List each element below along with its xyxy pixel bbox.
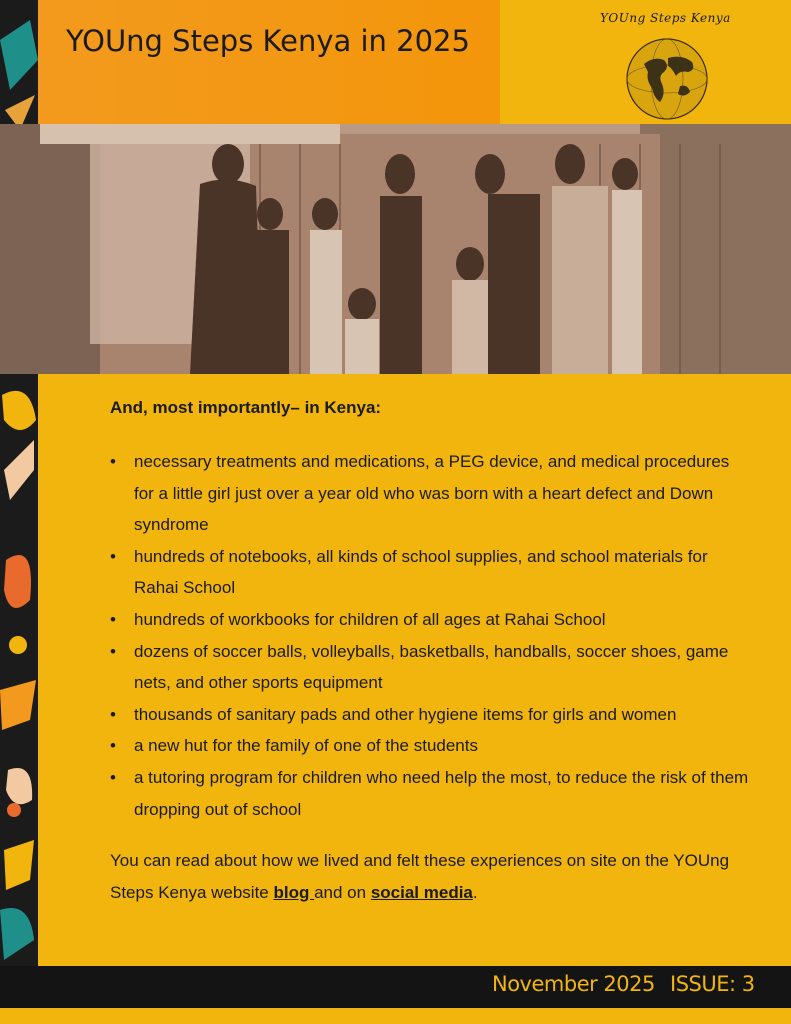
logo-area (500, 0, 791, 124)
bullet-icon: • (110, 609, 116, 629)
list-item: • hundreds of notebooks, all kinds of school supplies, and school materials for Rahai School (110, 541, 750, 604)
bullet-icon: • (110, 767, 116, 787)
list-item: • a new hut for the family of one of the students (110, 730, 750, 762)
issue-number: ISSUE: 3 (670, 972, 755, 996)
bullet-icon: • (110, 704, 116, 724)
closing-paragraph (110, 845, 750, 908)
bottom-band (0, 1008, 791, 1024)
list-item: • thousands of sanitary pads and other hygiene items for girls and women (110, 699, 750, 731)
title-banner (38, 0, 500, 124)
footer-bar (0, 966, 791, 1008)
closing-text: You can read about how we lived and felt these experiences on site on the YOUng Steps Kenya website (110, 851, 730, 902)
list-item: • hundreds of workbooks for children of all ages at Rahai School (110, 604, 750, 636)
bullet-icon: • (110, 736, 116, 756)
page-title: YOUng Steps Kenya in 2025 (66, 24, 470, 58)
bullet-icon: • (110, 641, 116, 661)
bullet-icon: • (110, 546, 116, 566)
main-content (110, 392, 750, 908)
social-media-link[interactable]: social media (370, 882, 473, 902)
list-item: • necessary treatments and medications, a PEG device, and medical procedures for a little girl just over a year old who was born with a heart defect and Down syndrome (110, 446, 750, 541)
photo-of-children-at-hut (0, 124, 791, 374)
closing-middle-text: and on (314, 882, 371, 902)
issue-date: November 2025 (492, 972, 655, 996)
blog-link[interactable]: blog (273, 882, 315, 902)
globe-icon (624, 36, 710, 122)
list-item: • a tutoring program for children who need help the most, to reduce the risk of them dropping out of school (110, 762, 750, 825)
children-photo (0, 124, 791, 374)
list-item: • dozens of soccer balls, volleyballs, basketballs, handballs, soccer shoes, game nets, and other sports equipment (110, 636, 750, 699)
bullet-icon: • (110, 452, 116, 471)
logo-text: YOUng Steps Kenya (600, 11, 731, 25)
closing-suffix: . (472, 882, 478, 902)
section-heading: And, most importantly– in Kenya: (110, 398, 382, 417)
